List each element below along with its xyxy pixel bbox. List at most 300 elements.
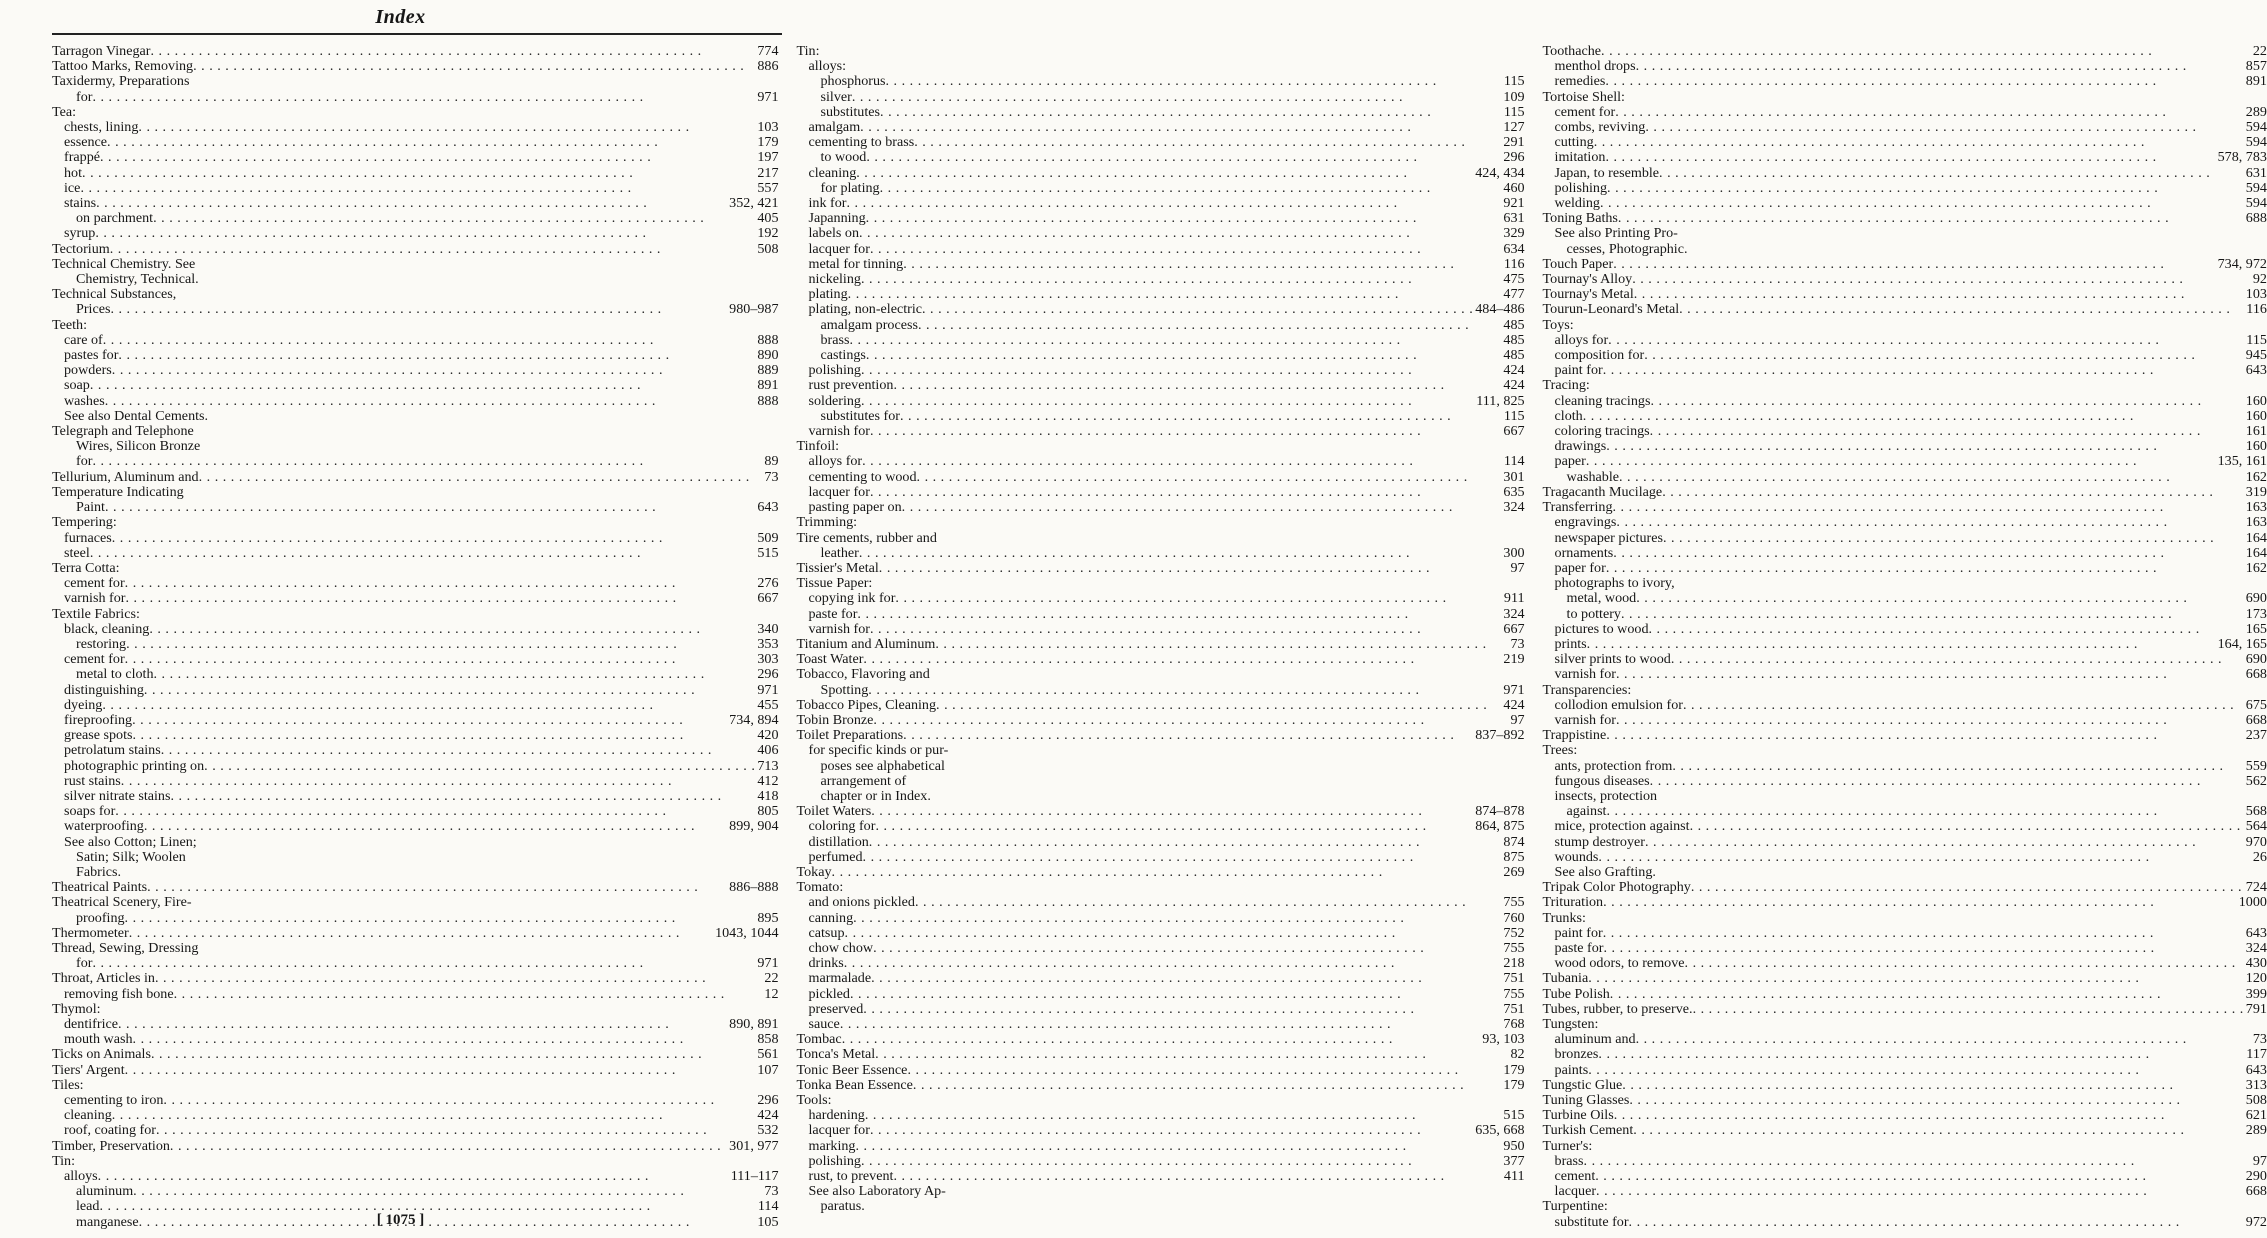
page-ref: 631 (2245, 164, 2267, 181)
index-term: rust prevention (808, 377, 894, 394)
dot-leader (189, 74, 776, 89)
page-ref: 115 (1503, 103, 1525, 120)
index-term: Prices (76, 301, 111, 318)
index-term: Tonic Beer Essence (796, 1061, 908, 1078)
dot-leader (1605, 150, 2215, 165)
index-entry (797, 1199, 1525, 1214)
index-entry (1543, 561, 2267, 576)
index-entry (797, 789, 1525, 804)
page-ref: 352, 421 (729, 195, 779, 212)
index-entry (1543, 637, 2267, 652)
dot-leader (1633, 1123, 2244, 1138)
index-term: Tools: (796, 1092, 832, 1109)
index-entry (797, 318, 1525, 333)
index-entry (797, 637, 1525, 652)
page-ref: 734, 972 (2217, 255, 2267, 272)
index-term: rust, to prevent (808, 1168, 894, 1185)
page-ref: 269 (1503, 863, 1525, 880)
index-term: collodion emulsion for (1554, 696, 1683, 713)
dot-leader (1656, 865, 2265, 880)
page-ref: 406 (757, 742, 779, 759)
dot-leader (886, 74, 1502, 89)
dot-leader (76, 105, 776, 120)
page-ref: 631 (1503, 210, 1525, 227)
dot-leader (1603, 895, 2237, 910)
index-entry (1543, 789, 2267, 804)
page-ref (1523, 439, 1525, 454)
index-term: aluminum (76, 1183, 134, 1200)
index-term: Thymol: (52, 1000, 101, 1017)
index-entry (52, 470, 779, 485)
index-term: pictures to wood (1554, 620, 1649, 637)
dot-leader (1613, 257, 2215, 272)
dot-leader (1586, 911, 2265, 926)
index-entry (52, 1047, 779, 1062)
dot-leader (1632, 272, 2251, 287)
page-ref: 760 (1503, 909, 1525, 926)
dot-leader (195, 257, 776, 272)
index-term: Tobin Bronze (796, 711, 874, 728)
dot-leader (133, 728, 756, 743)
index-term: lacquer for (808, 1122, 870, 1139)
page-ref: 324 (1503, 499, 1525, 516)
index-entry (797, 485, 1525, 500)
dot-leader (110, 302, 727, 317)
dot-leader (112, 531, 756, 546)
dot-leader (1586, 454, 2216, 469)
page-ref: 734, 894 (729, 711, 779, 728)
page-ref: 97 (1510, 559, 1525, 576)
index-entry (797, 1123, 1525, 1138)
index-entry (52, 44, 779, 59)
page-ref: 197 (757, 149, 779, 166)
index-term: See also Grafting. (1554, 863, 1656, 880)
index-term: catsup (808, 924, 845, 941)
dot-leader (1588, 1063, 2244, 1078)
index-term: Paint (76, 499, 105, 516)
index-term: hot (64, 164, 83, 181)
index-term: soaps for (64, 803, 116, 820)
dot-leader (1690, 819, 2244, 834)
index-entry (797, 591, 1525, 606)
index-term: castings (820, 347, 866, 364)
index-entry (1543, 1093, 2267, 1108)
index-entry (1543, 576, 2267, 591)
dot-leader (861, 1154, 1501, 1169)
page-ref: 237 (2245, 727, 2267, 744)
index-term: for specific kinds or pur- (808, 742, 949, 759)
dot-leader (1606, 804, 2243, 819)
dot-leader (1596, 1184, 2244, 1199)
page-ref (777, 850, 779, 865)
index-term: Tobacco, Flavoring and (796, 666, 930, 683)
index-entry (797, 1063, 1525, 1078)
index-term: canning (808, 909, 854, 926)
page-ref: 301 (1503, 468, 1525, 485)
index-entry (797, 774, 1525, 789)
dot-leader (1613, 546, 2244, 561)
dot-leader (125, 652, 756, 667)
index-entry (52, 622, 779, 637)
page-ref: 353 (757, 635, 779, 652)
page-ref: 120 (2245, 970, 2267, 987)
index-term: dentifrice (64, 1016, 118, 1032)
page-ref: 634 (1503, 240, 1525, 257)
index-entry (1543, 409, 2267, 424)
page-ref: 970 (2245, 833, 2267, 850)
index-term: steel (64, 544, 90, 561)
page-ref: 179 (1503, 1061, 1525, 1078)
index-entry (797, 105, 1525, 120)
page-ref: 127 (1503, 119, 1525, 136)
index-term: paper (1554, 453, 1586, 470)
index-term: Ticks on Animals (52, 1046, 151, 1063)
page-ref: 313 (2245, 1076, 2267, 1093)
index-term: poses see alphabetical (820, 757, 945, 774)
dot-leader (1662, 485, 2244, 500)
index-term: brass (820, 331, 850, 348)
index-entry (1543, 987, 2267, 1002)
page-ref: 643 (2245, 924, 2267, 941)
page-ref: 324 (2245, 939, 2267, 956)
dot-leader (75, 1154, 777, 1169)
page-ref: 971 (1503, 681, 1525, 698)
dot-leader (915, 895, 1501, 910)
page-ref: 668 (2245, 711, 2267, 728)
page-ref: 890 (757, 347, 779, 364)
header-rule (52, 33, 782, 35)
dot-leader (931, 789, 1523, 804)
index-entry (797, 1032, 1525, 1047)
index-entry (52, 1108, 779, 1123)
index-term: wounds (1554, 848, 1599, 865)
index-term: marking (808, 1137, 856, 1154)
page-ref: 752 (1503, 924, 1525, 941)
page-ref: 218 (1503, 955, 1525, 972)
index-entry (797, 90, 1525, 105)
dot-leader (1659, 166, 2244, 181)
index-entry (1543, 652, 2267, 667)
index-term: for (76, 453, 93, 470)
index-entry (1543, 956, 2267, 971)
index-entry (1543, 470, 2267, 485)
dot-leader (871, 804, 1473, 819)
index-entry (797, 819, 1525, 834)
dot-leader (193, 59, 755, 74)
index-term: against (1566, 803, 1607, 820)
index-term: Tubania (1542, 970, 1589, 987)
index-entry (797, 302, 1525, 317)
dot-leader (87, 318, 776, 333)
index-column-3 (1543, 44, 2267, 1230)
dot-leader (1675, 576, 2265, 591)
page-ref: 135, 161 (2217, 453, 2267, 470)
index-entry (797, 120, 1525, 135)
dot-leader (204, 759, 755, 774)
page-ref (1523, 59, 1525, 74)
index-term: Japanning (808, 210, 866, 227)
dot-leader (208, 409, 776, 424)
index-term: essence (64, 134, 108, 151)
dot-leader (129, 926, 713, 941)
index-entry (1543, 895, 2267, 910)
page-ref: 564 (2245, 818, 2267, 835)
index-term: marmalade (808, 970, 872, 987)
index-entry (1543, 318, 2267, 333)
index-term: grease spots (64, 727, 133, 744)
dot-leader (140, 607, 777, 622)
page-ref: 475 (1503, 271, 1525, 288)
index-entry (52, 607, 779, 622)
page-ref: 643 (2245, 362, 2267, 379)
dot-leader (859, 226, 1501, 241)
dot-leader (870, 485, 1501, 500)
dot-leader (1608, 333, 2244, 348)
page-title: Index (375, 6, 426, 28)
index-entry (1543, 287, 2267, 302)
index-term: Spotting (820, 681, 869, 698)
index-term: stump destroyer (1554, 833, 1645, 850)
dot-leader (863, 652, 1501, 667)
index-term: pasting paper on (808, 499, 902, 516)
index-entry (1543, 850, 2267, 865)
index-entry (1543, 1063, 2267, 1078)
dot-leader (125, 911, 756, 926)
dot-leader (902, 500, 1502, 515)
index-entry (52, 956, 779, 971)
page-ref: 690 (2245, 651, 2267, 668)
page-ref: 161 (2245, 423, 2267, 440)
page-ref: 117 (2246, 1046, 2267, 1063)
page-ref: 424 (757, 1107, 779, 1124)
page-ref: 980–987 (729, 301, 779, 318)
index-term: manganese (76, 1213, 139, 1230)
page-ref: 532 (757, 1122, 779, 1139)
page-ref: 164, 165 (2217, 635, 2267, 652)
page-ref: 163 (2245, 499, 2267, 516)
index-entry (52, 759, 779, 774)
dot-leader (105, 500, 755, 515)
index-term: Trees: (1542, 742, 1578, 759)
index-entry (1543, 819, 2267, 834)
dot-leader (101, 1002, 777, 1017)
index-entry (797, 956, 1525, 971)
index-term: plating, non-electric (808, 301, 922, 318)
index-entry (797, 698, 1525, 713)
index-entry (797, 272, 1525, 287)
index-entry (52, 1169, 779, 1184)
index-entry (1543, 713, 2267, 728)
index-entry (797, 622, 1525, 637)
index-term: soldering (808, 392, 861, 409)
index-term: Satin; Silk; Woolen (76, 848, 186, 865)
index-term: remedies (1554, 73, 1606, 90)
dot-leader (869, 835, 1502, 850)
index-term: metal, wood (1566, 590, 1637, 607)
dot-leader (1636, 59, 2244, 74)
index-term: cement (1554, 1168, 1596, 1185)
index-entry (797, 728, 1525, 743)
index-term: polishing (1554, 179, 1608, 196)
index-term: wood odors, to remove (1554, 955, 1685, 972)
page-ref: 217 (757, 164, 779, 181)
index-term: cement for (1554, 103, 1616, 120)
page-header (0, 0, 801, 28)
page-ref: 688 (2245, 210, 2267, 227)
index-term: proofing (76, 909, 125, 926)
page-ref: 477 (1503, 286, 1525, 303)
dot-leader (861, 394, 1474, 409)
index-term: Tracing: (1542, 377, 1590, 394)
index-term: to pottery (1566, 605, 1621, 622)
dot-leader (893, 1169, 1501, 1184)
index-term: alloys (64, 1168, 98, 1185)
page-ref: 971 (757, 955, 779, 972)
index-entry (1543, 211, 2267, 226)
index-entry (1543, 774, 2267, 789)
index-entry (797, 850, 1525, 865)
index-entry (797, 242, 1525, 257)
page-ref: 164 (2245, 529, 2267, 546)
dot-leader (1679, 302, 2244, 317)
page-ref: 291 (1503, 134, 1525, 151)
index-term: Touch Paper (1542, 255, 1614, 272)
dot-leader (125, 576, 756, 591)
dot-leader (1672, 759, 2243, 774)
dot-leader (125, 591, 755, 606)
index-entry (797, 226, 1525, 241)
dot-leader (112, 363, 756, 378)
index-term: Textile Fabrics: (52, 605, 140, 622)
dot-leader (1645, 835, 2244, 850)
page-ref: 886–888 (729, 879, 779, 896)
index-term: Titanium and Aluminum (796, 635, 936, 652)
index-entry (52, 1154, 779, 1169)
index-entry (52, 774, 779, 789)
page-ref: 635, 668 (1475, 1122, 1525, 1139)
page-ref: 160 (2245, 392, 2267, 409)
index-entry (52, 226, 779, 241)
index-entry (52, 667, 779, 682)
index-term: imitation (1554, 149, 1606, 166)
index-entry (52, 424, 779, 439)
index-entry (52, 1123, 779, 1138)
index-term: Trituration (1542, 894, 1604, 911)
index-term: cleaning tracings (1554, 392, 1651, 409)
index-term: fungous diseases (1554, 772, 1650, 789)
index-term: silver (820, 88, 852, 105)
dot-leader (184, 485, 777, 500)
index-entry (1543, 865, 2267, 880)
dot-leader (879, 561, 1509, 576)
index-term: metal to cloth (76, 666, 154, 683)
dot-leader (1601, 44, 2251, 59)
page-ref (777, 515, 779, 530)
index-term: alloys: (808, 58, 847, 75)
index-entry (1543, 105, 2267, 120)
index-term: See also Dental Cements. (64, 407, 209, 424)
index-entry (1543, 622, 2267, 637)
index-column-1 (52, 44, 779, 1230)
page-ref: 296 (757, 1092, 779, 1109)
dot-leader (1606, 439, 2244, 454)
page-ref (1523, 515, 1525, 530)
page-ref: 562 (2245, 772, 2267, 789)
page-ref: 1043, 1044 (715, 924, 779, 941)
index-term: varnish for (1554, 711, 1616, 728)
dot-leader (1583, 409, 2244, 424)
dot-leader (1584, 1154, 2251, 1169)
index-entry (797, 987, 1525, 1002)
page-ref: 890, 891 (729, 1016, 779, 1032)
index-entry (797, 378, 1525, 393)
index-term: nickeling (808, 271, 861, 288)
dot-leader (1649, 622, 2244, 637)
index-entry (797, 363, 1525, 378)
index-term: menthol drops (1554, 58, 1636, 75)
dot-leader (865, 1108, 1502, 1123)
dot-leader (860, 120, 1501, 135)
index-entry (52, 683, 779, 698)
index-entry (1543, 591, 2267, 606)
page-ref: 895 (757, 909, 779, 926)
index-entry (797, 865, 1525, 880)
page-ref: 755 (1503, 894, 1525, 911)
index-entry (797, 150, 1525, 165)
index-entry (52, 135, 779, 150)
page-ref: 340 (757, 620, 779, 637)
index-term: polishing (808, 1152, 861, 1169)
index-entry (1543, 546, 2267, 561)
index-term: Teeth: (52, 316, 88, 333)
dot-leader (1629, 1215, 2244, 1230)
dot-leader (870, 242, 1501, 257)
page-ref: 508 (757, 240, 779, 257)
index-entry (1543, 667, 2267, 682)
page-ref: 115 (1503, 73, 1525, 90)
index-term: lacquer for (808, 240, 870, 257)
dot-leader (906, 774, 1522, 789)
page-ref (1523, 44, 1525, 59)
page-ref (777, 607, 779, 622)
dot-leader (186, 850, 777, 865)
index-term: Tissier's Metal (796, 559, 879, 576)
page-ref: 559 (2245, 757, 2267, 774)
index-entry (52, 454, 779, 469)
index-entry (52, 743, 779, 758)
index-term: perfumed (808, 848, 863, 865)
index-term: mice, protection against (1554, 818, 1690, 835)
index-entry (52, 378, 779, 393)
dot-leader (907, 1063, 1501, 1078)
index-term: cutting (1554, 134, 1594, 151)
page-ref: 97 (1510, 711, 1525, 728)
dot-leader (126, 637, 755, 652)
dot-leader (893, 378, 1501, 393)
page-ref: 300 (1503, 544, 1525, 561)
page-ref: 179 (1503, 1076, 1525, 1093)
dot-leader (863, 1002, 1501, 1017)
index-entry (52, 926, 779, 941)
page-ref: 668 (2245, 1183, 2267, 1200)
page-ref: 578, 783 (2217, 149, 2267, 166)
dot-leader (845, 926, 1502, 941)
index-entry (1543, 257, 2267, 272)
page-ref: 594 (2245, 195, 2267, 212)
index-entry (797, 926, 1525, 941)
index-term: Trunks: (1542, 909, 1586, 926)
page-ref: 290 (2245, 1168, 2267, 1185)
